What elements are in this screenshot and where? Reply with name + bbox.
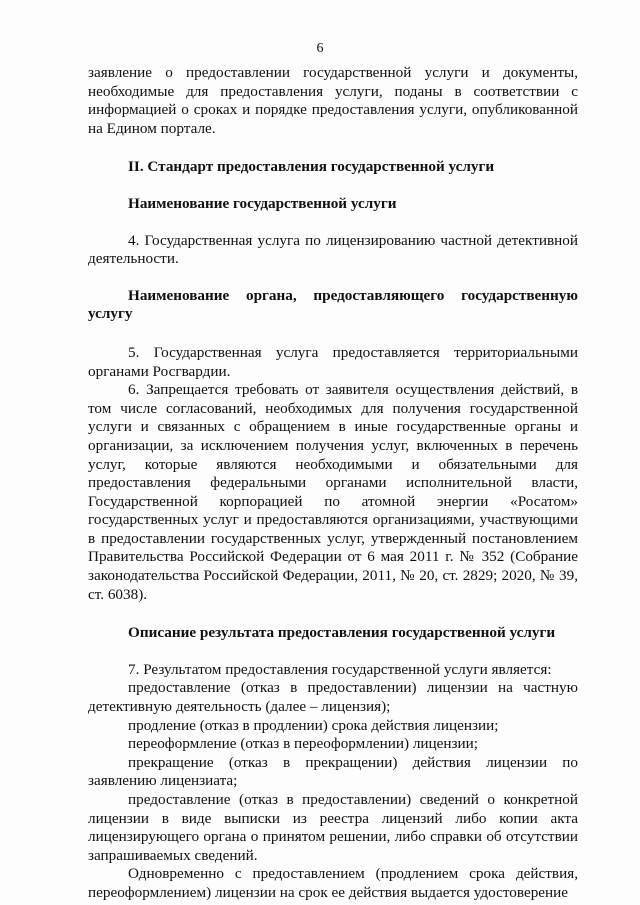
result-item: предоставление (отказ в предоставлении) лицензии на частную детективную деятельность (далее – лицензия);	[88, 679, 578, 716]
result-item: предоставление (отказ в предоставлении) сведений о конкретной лицензии в виде выписки из реестра лицензий либо копии акта лицензирующего органа о принятом решении, либо справки об отсутствии запрашиваемых сведений.	[88, 791, 578, 864]
page-number: 6	[316, 41, 324, 56]
document-body	[88, 64, 578, 903]
section-title: II. Стандарт предоставления государственной услуги	[128, 158, 495, 176]
result-item: прекращение (отказ в прекращении) действия лицензии по заявлению лицензиата;	[88, 753, 578, 790]
result-item: переоформление (отказ в переоформлении) лицензии;	[128, 735, 479, 753]
heading-authority: Наименование органа, предоставляющего государственную услугу	[88, 286, 578, 323]
intro-paragraph: заявление о предоставлении государственной услуги и документы, необходимые для предоставления услуги, поданы в соответствии с информацией о сроках и порядке предоставления услуги, опубликованной на Едином портале.	[88, 64, 578, 137]
paragraph-5: 5. Государственная услуга предоставляется территориальными органами Росгвардии.	[88, 343, 578, 380]
final-paragraph: Одновременно с предоставлением (продлением срока действия, переоформлением) лицензии на срок ее действия выдается удостоверение	[88, 865, 578, 901]
result-item: продление (отказ в продлении) срока действия лицензии;	[128, 716, 499, 734]
paragraph-7: 7. Результатом предоставления государственной услуги является:	[128, 660, 552, 678]
heading-service-name: Наименование государственной услуги	[128, 194, 397, 212]
heading-result: Описание результата предоставления государственной услуги	[128, 624, 556, 642]
paragraph-4: 4. Государственная услуга по лицензированию частной детективной деятельности.	[88, 231, 578, 268]
paragraph-6: 6. Запрещается требовать от заявителя осуществления действий, в том числе согласований, необходимых для получения государственной услуги и связанных с обращением в иные государственные органы и организации, за исключением получения услуг, включенных в перечень услуг, которые являются необходимыми и обязательными для предоставления федеральными органами исполнительной власти, Государственной корпорацией по атомной энергии «Росатом» государственных услуг и предоставляются организациями, участвующими в предоставлении государственных услуг, утвержденный постановлением Правительства Российской Федерации от 6 мая 2011 г. № 352 (Собрание законодательства Российской Федерации, 2011, № 20, ст. 2829; 2020, № 39, ст. 6038).	[88, 381, 578, 603]
